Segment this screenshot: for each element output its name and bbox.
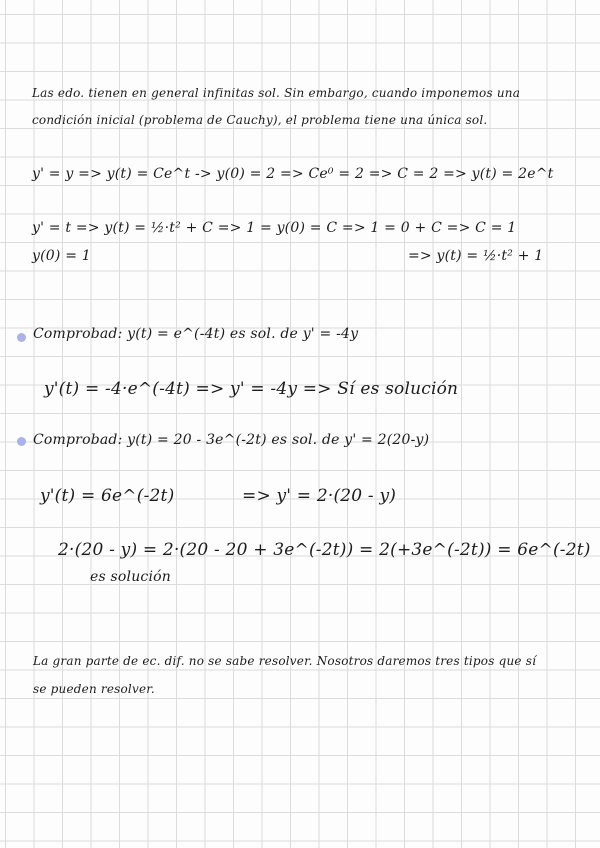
example-2-line-3: => y(t) = ½·t² + 1 (408, 248, 544, 264)
check-1-title: Comprobad: y(t) = e^(-4t) es sol. de y' = -4y (33, 326, 359, 342)
bullet-dot (17, 437, 26, 446)
example-1: y' = y => y(t) = Ce^t -> y(0) = 2 => Ce⁰ = 2 => C = 2 => y(t) = 2e^t (32, 166, 554, 182)
check-1-work: y'(t) = -4·e^(-4t) => y' = -4y => Sí es solución (44, 379, 459, 399)
outro-line-2: se pueden resolver. (33, 682, 155, 696)
check-2-work-1b: => y' = 2·(20 - y) (242, 486, 397, 506)
intro-line-2: condición inicial (problema de Cauchy), el problema tiene una única sol. (32, 113, 488, 127)
example-2-line-1: y' = t => y(t) = ½·t² + C => 1 = y(0) = C => 1 = 0 + C => C = 1 (32, 220, 517, 236)
bullet-dot (17, 333, 26, 342)
intro-line-1: Las edo. tienen en general infinitas sol. Sin embargo, cuando imponemos una (32, 86, 521, 100)
example-2-line-2: y(0) = 1 (32, 248, 91, 264)
check-2-work-2: 2·(20 - y) = 2·(20 - 20 + 3e^(-2t)) = 2(+3e^(-2t)) = 6e^(-2t) (58, 540, 591, 560)
check-2-work-3: es solución (90, 569, 171, 585)
check-2-title: Comprobad: y(t) = 20 - 3e^(-2t) es sol. de y' = 2(20-y) (33, 432, 430, 448)
check-2-work-1: y'(t) = 6e^(-2t) (40, 486, 175, 506)
outro-line-1: La gran parte de ec. dif. no se sabe resolver. Nosotros daremos tres tipos que sí (33, 654, 537, 668)
